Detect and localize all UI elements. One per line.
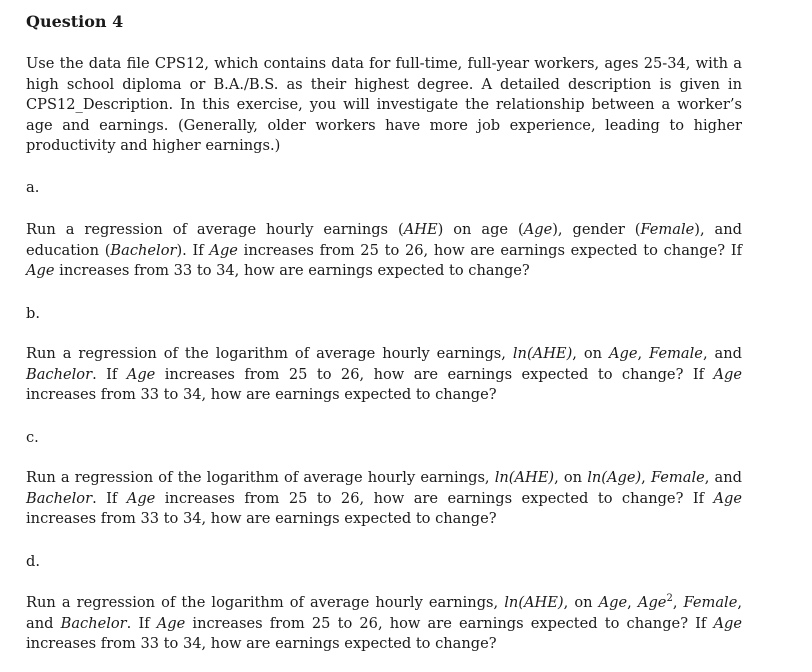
part-a-label: a.: [26, 179, 40, 196]
question-title: Question 4: [26, 12, 124, 31]
part-a-text: Run a regression of average hourly earnings (AHE) on age (Age), gender (Female), and education (Bachelor). If Age increases from 25 to 26, how are earnings expected to change? If Age increases from 33 to 34, how are earnings expected to change?: [26, 221, 742, 279]
part-c-text: Run a regression of the logarithm of average hourly earnings, ln(AHE), on ln(Age), Female, and Bachelor. If Age increases from 25 to 26, how are earnings expected to change? If Age increases from 33 to 34, how are earnings expected to change?: [26, 469, 742, 527]
part-d-text: Run a regression of the logarithm of average hourly earnings, ln(AHE), on Age, Age$^2$, Female, and Bachelor. If Age increases from 25 to 26, how are earnings expected to change? If Age increases from 33 to 34, how are earnings expected to change?: [26, 593, 742, 652]
intro-paragraph: Use the data file CPS12, which contains data for full-time, full-year workers, ages 25-34, with a high school diploma or B.A./B.S. as their highest degree. A detailed description is given in CPS12_Description. In this exercise, you will investigate the relationship between a worker’s age and earnings. (Generally, older workers have more job experience, leading to higher productivity and higher earnings.): [26, 55, 742, 154]
part-b-label: b.: [26, 305, 40, 322]
part-c-label: c.: [26, 429, 39, 446]
part-b-text: Run a regression of the logarithm of average hourly earnings, ln(AHE), on Age, Female, and Bachelor. If Age increases from 25 to 26, how are earnings expected to change? If Age increases from 33 to 34, how are earnings expected to change?: [26, 345, 742, 403]
part-d-label: d.: [26, 553, 40, 570]
